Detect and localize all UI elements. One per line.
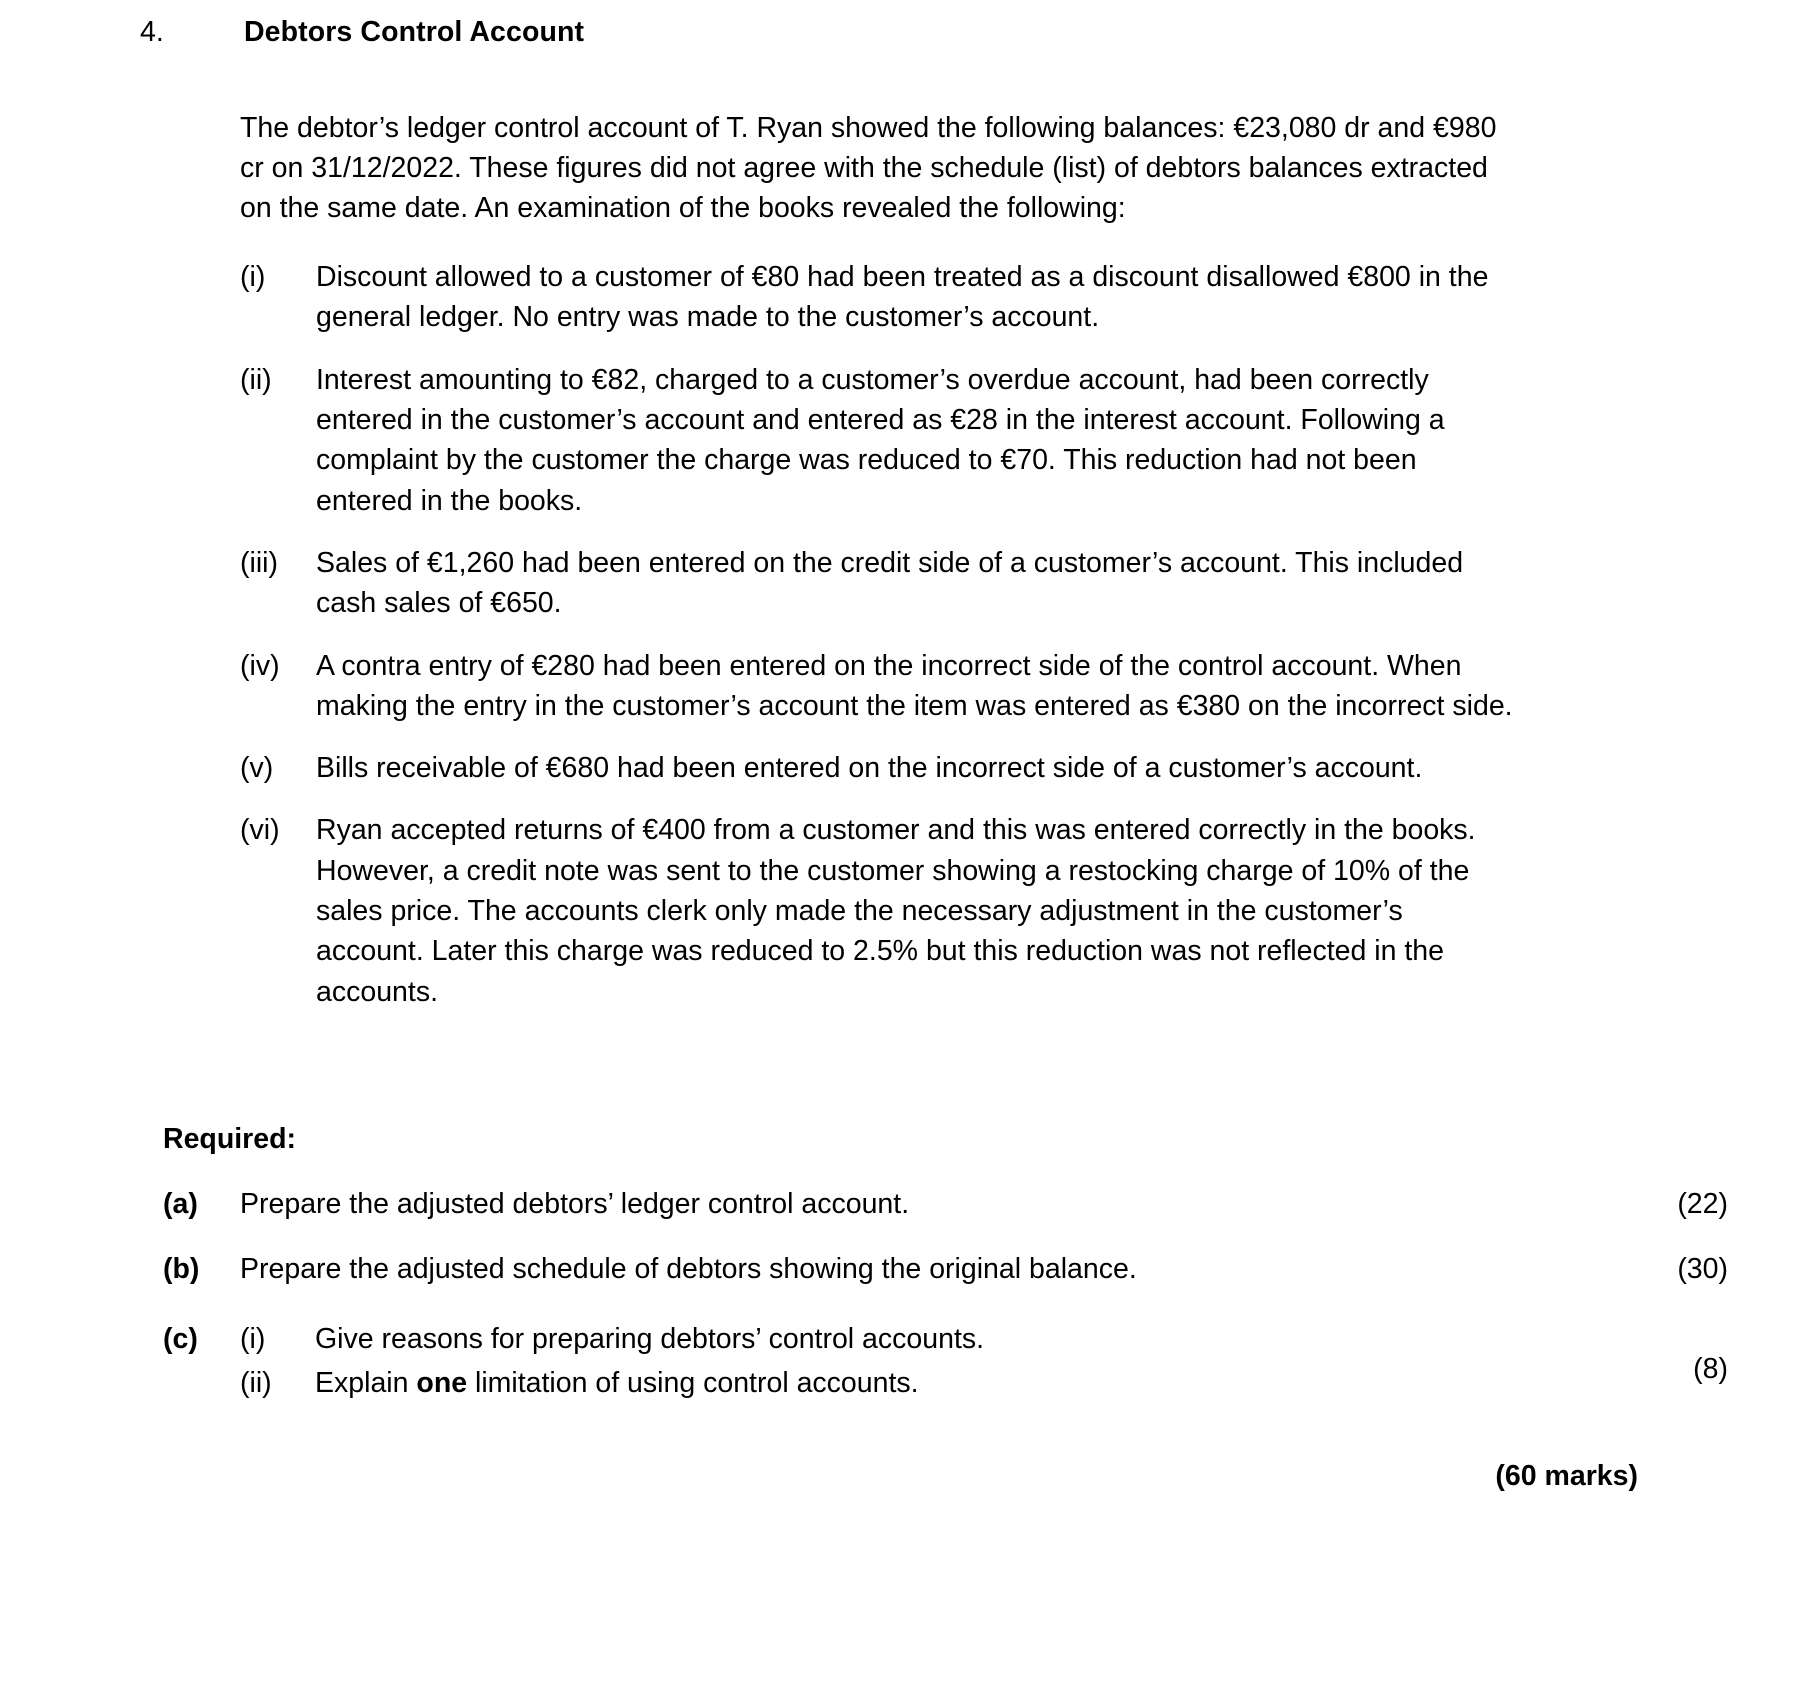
part-c-subitem-ii — [240, 1364, 1608, 1404]
subitem-text — [315, 1320, 1608, 1360]
list-item-marker: (vi) — [240, 814, 280, 847]
adjustments-list — [240, 257, 1728, 1012]
part-letter: (c) — [163, 1323, 198, 1356]
question-header — [0, 0, 1818, 52]
subitem-text-before: Explain — [315, 1367, 417, 1400]
list-item — [240, 360, 1728, 521]
part-text: Prepare the adjusted debtors’ ledger control account. — [240, 1187, 910, 1220]
list-item-marker: (i) — [240, 261, 266, 294]
list-item-text: Bills receivable of €680 had been entered on the incorrect side of a customer’s account. — [316, 752, 1423, 785]
subitem-marker: (ii) — [240, 1367, 272, 1400]
required-part-c — [163, 1320, 1728, 1404]
list-item-text: Ryan accepted returns of €400 from a customer and this was entered correctly in the books. However, a credit note was sent to the customer showing a restocking charge of 10% of the sales price. The accounts clerk only made the necessary adjustment in the customer’s account. Later this charge was reduced to 2.5% but this reduction was not reflected in the accounts. — [316, 814, 1476, 1008]
page-title: Debtors Control Account — [244, 16, 585, 48]
list-item-marker: (ii) — [240, 363, 272, 396]
list-item-text: Interest amounting to €82, charged to a customer’s overdue account, had been correctly entered in the customer’s account and entered as €28 in the interest account. Following a complaint by the customer the charge was reduced to €70. This reduction had not been entered in the books. — [316, 363, 1445, 517]
list-item-marker: (v) — [240, 752, 274, 785]
list-item-text: Discount allowed to a customer of €80 had been treated as a discount disallowed €800 in the general ledger. No entry was made to the customer’s account. — [316, 261, 1489, 334]
part-c-marks: (8) — [1693, 1353, 1728, 1386]
required-label: Required: — [163, 1123, 297, 1156]
list-item — [240, 810, 1728, 1012]
list-item-text: Sales of €1,260 had been entered on the credit side of a customer’s account. This included cash sales of €650. — [316, 546, 1464, 620]
part-c-sublist — [240, 1320, 1608, 1404]
subitem-text — [315, 1364, 1608, 1404]
total-marks: (60 marks) — [1495, 1460, 1638, 1493]
subitem-text-before: Give reasons for preparing debtors’ control accounts. — [315, 1323, 985, 1356]
intro-paragraph: The debtor’s ledger control account of T. Ryan showed the following balances: €23,080 dr and €980 cr on 31/12/2022. These figures did not agree with the schedule (list) of debtors balances extracted on the same date. An examination of the books revealed the following: — [240, 111, 1497, 225]
list-item-text: A contra entry of €280 had been entered on the incorrect side of the control account. When making the entry in the customer’s account the item was entered as €380 on the incorrect side. — [316, 649, 1513, 722]
part-text: Prepare the adjusted schedule of debtors showing the original balance. — [240, 1253, 1137, 1286]
part-letter: (a) — [163, 1187, 198, 1220]
part-marks: (30) — [1677, 1253, 1728, 1286]
list-item — [240, 543, 1728, 624]
list-item — [240, 748, 1728, 788]
subitem-emphasis: one — [416, 1367, 468, 1400]
part-c-marks-wrapper — [1608, 1320, 1728, 1386]
required-part-a — [163, 1185, 1728, 1225]
part-c-subitem-i — [240, 1320, 1608, 1360]
part-letter: (b) — [163, 1253, 200, 1286]
list-item — [240, 646, 1728, 727]
subitem-text-after: limitation of using control accounts. — [467, 1367, 919, 1400]
required-section — [163, 1120, 1728, 1493]
required-part-b — [163, 1250, 1728, 1290]
question-body — [240, 108, 1728, 1012]
question-number: 4. — [140, 16, 164, 48]
list-item-marker: (iv) — [240, 649, 280, 682]
subitem-marker: (i) — [240, 1323, 266, 1356]
list-item-marker: (iii) — [240, 546, 278, 579]
list-item — [240, 257, 1728, 338]
part-marks: (22) — [1677, 1187, 1728, 1220]
